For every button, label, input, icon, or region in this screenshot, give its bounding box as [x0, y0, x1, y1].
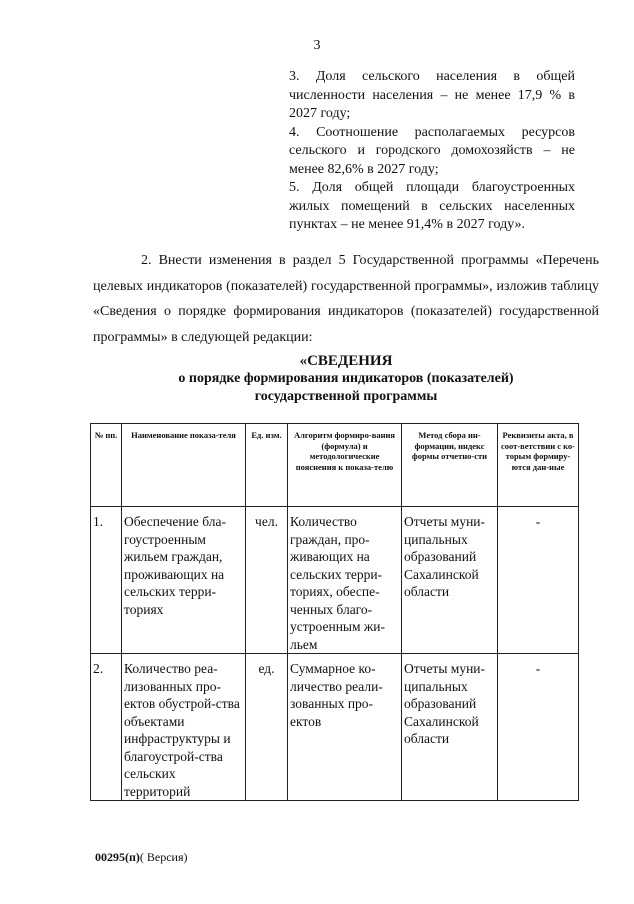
indicator-list	[289, 68, 575, 235]
indicator-item: 4. Соотношение располагаемых ресурсов сельского и городского домохозяйств – не менее 82,6% в 2027 году;	[289, 124, 575, 177]
header-unit: Ед. изм.	[246, 424, 288, 507]
cell-num: 2.	[91, 654, 122, 801]
header-method: Метод сбора ин-формации, индекс формы отчетно-сти	[402, 424, 498, 507]
cell-unit: ед.	[246, 654, 288, 801]
cell-algorithm: Суммарное ко-личество реали-зованных про-ектов	[288, 654, 402, 801]
footer-code: 00295(п)	[95, 850, 140, 864]
footer	[95, 850, 188, 865]
table-title-line3: государственной программы	[254, 389, 438, 404]
table-title-line2: о порядке формирования индикаторов (показателей)	[178, 371, 514, 386]
footer-version: ( Версия)	[139, 850, 188, 864]
table-header-row	[91, 424, 579, 507]
cell-act: -	[498, 507, 579, 654]
header-algorithm: Алгоритм формиро-вания (формула) и методологические пояснения к показа-телю	[288, 424, 402, 507]
cell-name: Обеспечение бла-гоустроенным жильем граждан, проживающих на сельских терри-ториях	[122, 507, 246, 654]
table-row	[91, 654, 579, 801]
header-num: № пп.	[91, 424, 122, 507]
cell-method: Отчеты муни-ципальных образований Сахалинской области	[402, 507, 498, 654]
table-title	[93, 352, 599, 406]
cell-act: -	[498, 654, 579, 801]
cell-name: Количество реа-лизованных про-ектов обустрой-ства объектами инфраструктуры и благоустрой-ства сельских территорий	[122, 654, 246, 801]
table-row	[91, 507, 579, 654]
amendment-text: 2. Внести изменения в раздел 5 Государственной программы «Перечень целевых индикаторов (показателей) государственной программы», изложив таблицу «Сведения о порядке формирования индикаторов (показателей) государственной программы» в следующей редакции:	[93, 253, 599, 345]
table-title-line1: «СВЕДЕНИЯ	[299, 353, 393, 369]
cell-unit: чел.	[246, 507, 288, 654]
amendment-paragraph	[93, 248, 599, 350]
cell-num: 1.	[91, 507, 122, 654]
indicators-table	[90, 423, 579, 801]
indicator-item: 5. Доля общей площади благоустроенных жилых помещений в сельских населенных пунктах – не менее 91,4% в 2027 году».	[289, 180, 575, 232]
header-name: Наименование показа-теля	[122, 424, 246, 507]
indicator-item: 3. Доля сельского населения в общей численности населения – не менее 17,9 % в 2027 году;	[289, 69, 575, 121]
header-act: Реквизиты акта, в соот-ветствии с ко-торым формиру-ются дан-ные	[498, 424, 579, 507]
cell-method: Отчеты муни-ципальных образований Сахалинской области	[402, 654, 498, 801]
cell-algorithm: Количество граждан, про-живающих на сельских терри-ториях, обеспе-ченных благо-устроенным жи-льем	[288, 507, 402, 654]
page-number: 3	[313, 38, 321, 53]
